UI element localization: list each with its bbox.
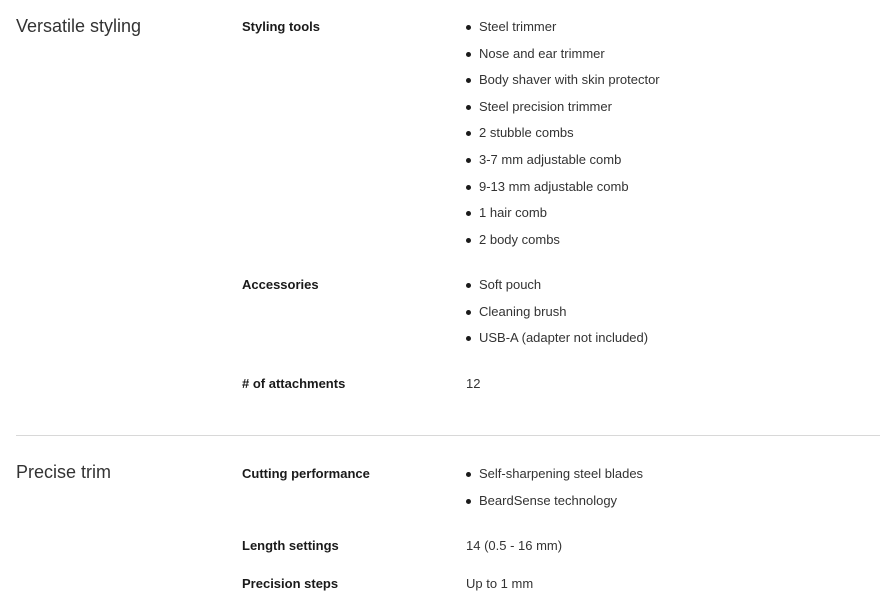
spec-value-list [466, 276, 648, 356]
spec-value-list [466, 18, 660, 257]
spec-value: 14 (0.5 - 16 mm) [466, 538, 563, 553]
spec-value-list [466, 465, 643, 518]
spec-label: Cutting performance [242, 466, 370, 481]
spec-label: Accessories [242, 277, 319, 292]
spec-label: Length settings [242, 538, 339, 553]
spec-label: Precision steps [242, 576, 339, 591]
list-item: Soft pouch [466, 276, 648, 303]
section-title: Precise trim [16, 462, 112, 482]
list-item: 3-7 mm adjustable comb [466, 151, 660, 178]
list-item: Steel trimmer [466, 18, 660, 45]
spec-value: 12 [466, 376, 481, 391]
list-item: USB-A (adapter not included) [466, 329, 648, 356]
list-item: 9-13 mm adjustable comb [466, 178, 660, 205]
list-item: BeardSense technology [466, 492, 643, 519]
section-title: Versatile styling [16, 16, 142, 36]
section-divider [16, 435, 880, 436]
list-item: Self-sharpening steel blades [466, 465, 643, 492]
list-item: Cleaning brush [466, 303, 648, 330]
list-item: Body shaver with skin protector [466, 71, 660, 98]
list-item: 1 hair comb [466, 204, 660, 231]
spec-value: Up to 1 mm [466, 576, 534, 591]
list-item: Nose and ear trimmer [466, 45, 660, 72]
list-item: 2 body combs [466, 231, 660, 258]
spec-label: Styling tools [242, 19, 320, 34]
spec-label: # of attachments [242, 376, 346, 391]
list-item: 2 stubble combs [466, 124, 660, 151]
list-item: Steel precision trimmer [466, 98, 660, 125]
